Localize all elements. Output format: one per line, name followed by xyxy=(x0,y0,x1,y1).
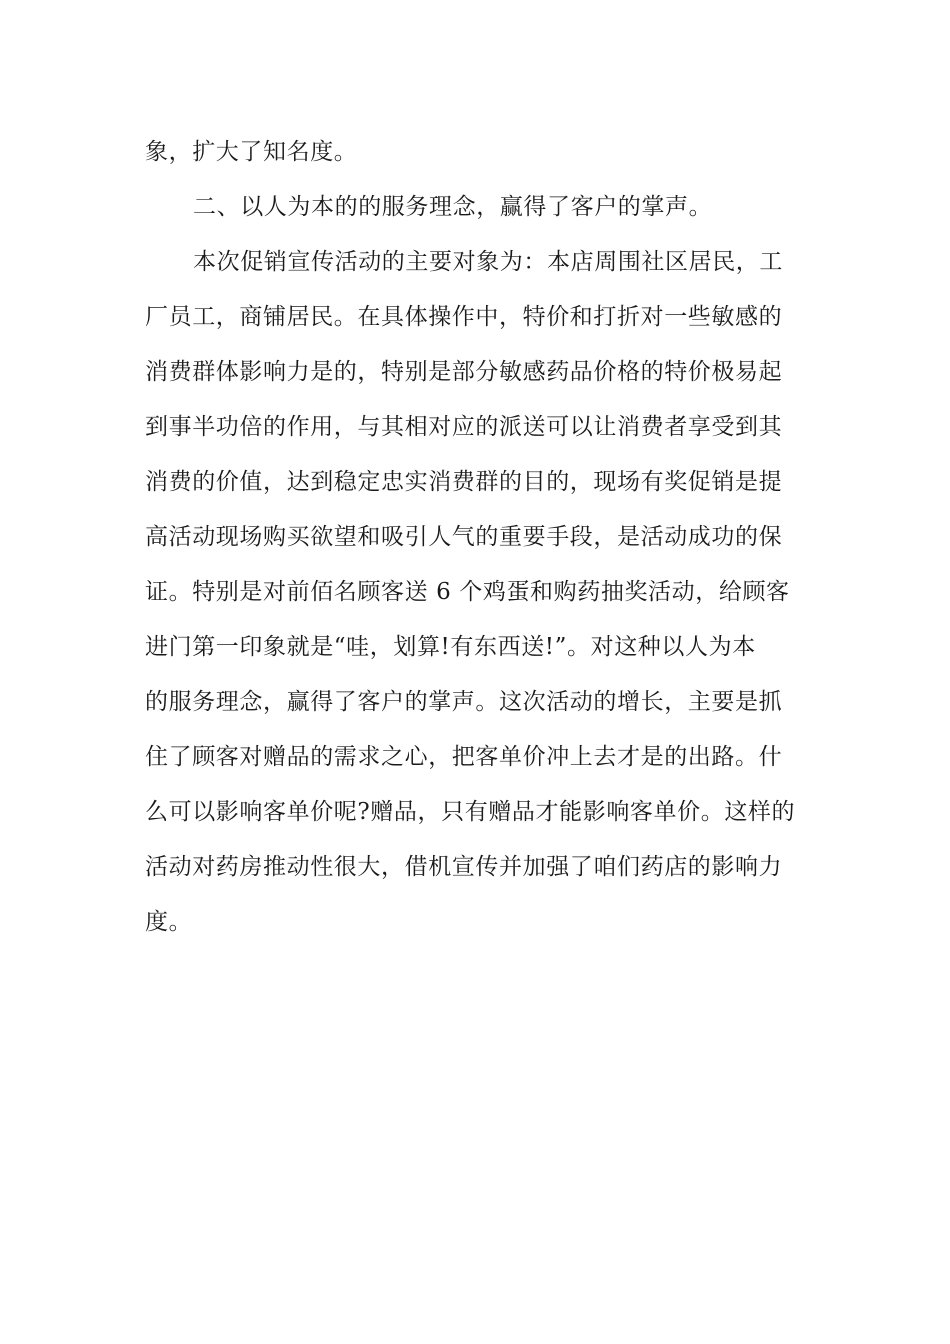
text-line: 活动对药房推动性很大，借机宣传并加强了咱们药店的影响力 xyxy=(145,854,783,880)
text-line: 的服务理念，赢得了客户的掌声。这次活动的增长，主要是抓 xyxy=(145,689,783,715)
text-line: 高活动现场购买欲望和吸引人气的重要手段，是活动成功的保 xyxy=(145,524,783,550)
text-line: 厂员工，商铺居民。在具体操作中，特价和打折对一些敏感的 xyxy=(145,304,783,330)
text-line: 本次促销宣传活动的主要对象为：本店周围社区居民，工 xyxy=(193,249,783,275)
text-line: 么可以影响客单价呢?赠品，只有赠品才能影响客单价。这样的 xyxy=(145,799,796,825)
body-text xyxy=(145,125,809,950)
text-line: 进门第一印象就是“哇，划算!有东西送!”。对这种以人为本 xyxy=(145,634,756,660)
text-line: 度。 xyxy=(145,909,193,935)
text-line: 到事半功倍的作用，与其相对应的派送可以让消费者享受到其 xyxy=(145,414,783,440)
text-line: 证。特别是对前佰名顾客送 6 个鸡蛋和购药抽奖活动，给顾客 xyxy=(145,579,790,605)
text-line: 住了顾客对赠品的需求之心，把客单价冲上去才是的出路。什 xyxy=(145,744,783,770)
text-line: 消费的价值，达到稳定忠实消费群的目的，现场有奖促销是提 xyxy=(145,469,783,495)
text-line: 象，扩大了知名度。 xyxy=(145,139,358,165)
section-heading: 二、以人为本的的服务理念，赢得了客户的掌声。 xyxy=(193,194,713,220)
text-line: 消费群体影响力是的，特别是部分敏感药品价格的特价极易起 xyxy=(145,359,783,385)
